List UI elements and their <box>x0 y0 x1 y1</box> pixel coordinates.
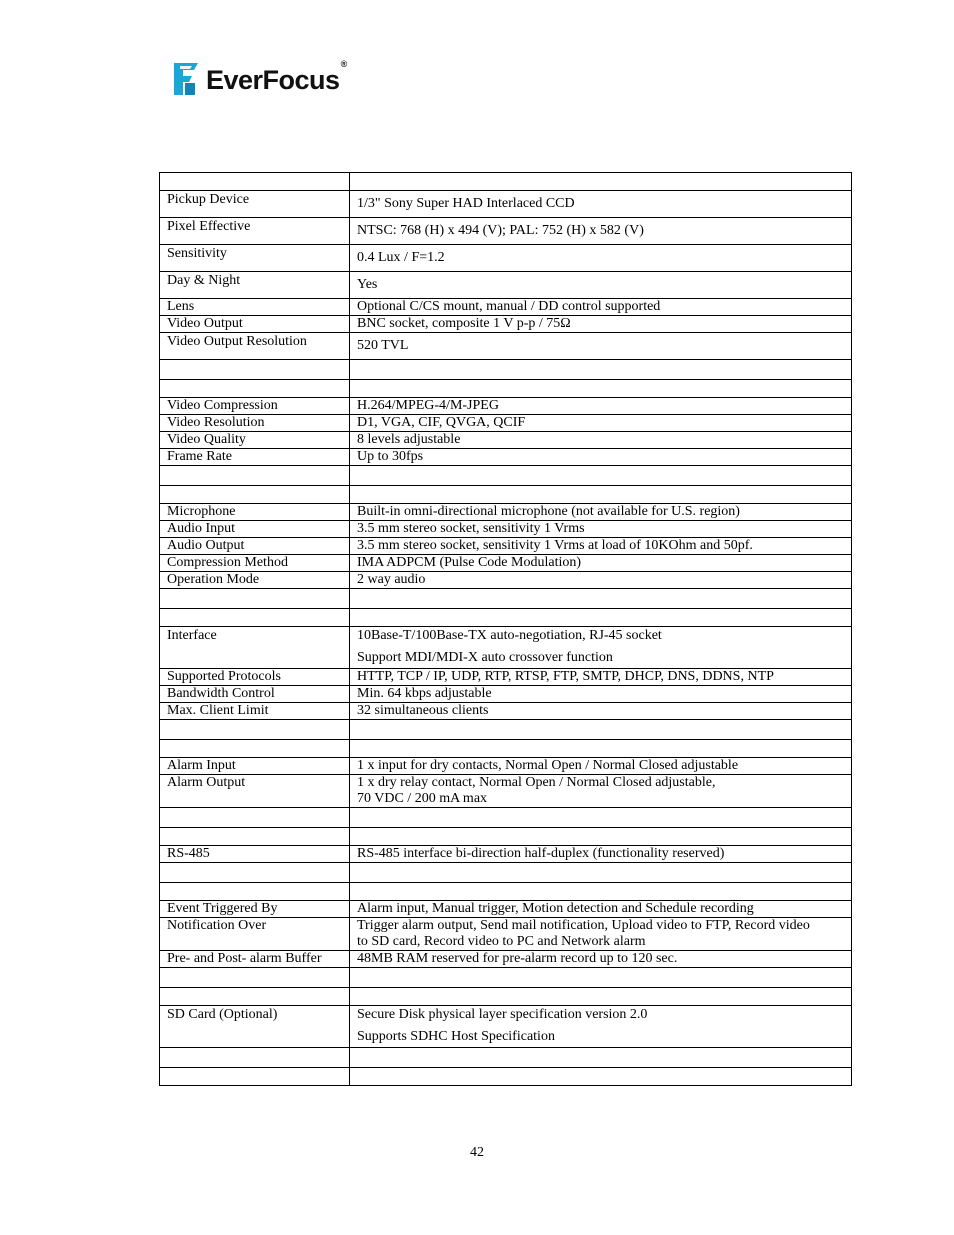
spacer-row <box>160 808 852 828</box>
spec-label: Notification Over <box>160 918 350 951</box>
spec-label: Max. Client Limit <box>160 703 350 720</box>
spec-row <box>160 686 852 703</box>
spec-value-line: 520 TVL <box>357 338 409 353</box>
spec-value <box>350 316 852 333</box>
spec-value <box>350 398 852 415</box>
spacer-cell <box>350 808 852 828</box>
spec-row <box>160 272 852 299</box>
spacer-row <box>160 360 852 380</box>
spec-row <box>160 627 852 669</box>
spacer-row <box>160 466 852 486</box>
section-value <box>350 380 852 398</box>
spec-row <box>160 758 852 775</box>
spec-value <box>350 299 852 316</box>
spacer-cell <box>160 466 350 486</box>
spec-value-line: Support MDI/MDI-X auto crossover function <box>357 650 613 665</box>
spec-value <box>350 572 852 589</box>
spec-label: Video Output Resolution <box>160 333 350 360</box>
spacer-cell <box>350 1048 852 1068</box>
spec-label: Video Output <box>160 316 350 333</box>
section-label <box>160 609 350 627</box>
spec-label: Compression Method <box>160 555 350 572</box>
spec-label: Pre- and Post- alarm Buffer <box>160 951 350 968</box>
spacer-cell <box>350 589 852 609</box>
spec-value <box>350 538 852 555</box>
spec-row <box>160 191 852 218</box>
section-header-row <box>160 609 852 627</box>
spacer-row <box>160 589 852 609</box>
spec-label: Sensitivity <box>160 245 350 272</box>
spacer-cell <box>350 720 852 740</box>
section-label <box>160 1068 350 1086</box>
spec-value <box>350 449 852 466</box>
spec-value-line: to SD card, Record video to PC and Network alarm <box>357 934 646 949</box>
spec-value-line: 1 x input for dry contacts, Normal Open / Normal Closed adjustable <box>357 758 739 773</box>
spec-value-line: H.264/MPEG-4/M-JPEG <box>357 398 499 413</box>
spacer-row <box>160 1048 852 1068</box>
spacer-row <box>160 968 852 988</box>
spec-row <box>160 918 852 951</box>
spec-value <box>350 846 852 863</box>
section-header-row <box>160 173 852 191</box>
spacer-cell <box>160 360 350 380</box>
section-value <box>350 988 852 1006</box>
spec-label: Alarm Input <box>160 758 350 775</box>
spec-label: Lens <box>160 299 350 316</box>
spec-value-line: 3.5 mm stereo socket, sensitivity 1 Vrms <box>357 521 585 536</box>
spec-label: Pixel Effective <box>160 218 350 245</box>
section-header-row <box>160 740 852 758</box>
spacer-cell <box>160 1048 350 1068</box>
spec-value-line: 0.4 Lux / F=1.2 <box>357 250 445 265</box>
spec-label: Frame Rate <box>160 449 350 466</box>
spec-label: Day & Night <box>160 272 350 299</box>
spec-row <box>160 333 852 360</box>
spacer-cell <box>350 360 852 380</box>
spec-row <box>160 449 852 466</box>
spec-value-line: Optional C/CS mount, manual / DD control supported <box>357 299 661 314</box>
section-label <box>160 486 350 504</box>
spec-value-line: RS-485 interface bi-direction half-duplex (functionality reserved) <box>357 846 725 861</box>
spec-value <box>350 758 852 775</box>
spec-value <box>350 218 852 245</box>
spec-value <box>350 333 852 360</box>
spec-value-line: Secure Disk physical layer specification version 2.0 <box>357 1007 648 1022</box>
spec-label: Video Resolution <box>160 415 350 432</box>
spec-value <box>350 703 852 720</box>
spacer-cell <box>350 466 852 486</box>
spec-value <box>350 245 852 272</box>
section-header-row <box>160 1068 852 1086</box>
spec-value <box>350 191 852 218</box>
spec-value-line: 2 way audio <box>357 572 426 587</box>
spec-row <box>160 398 852 415</box>
spec-row <box>160 951 852 968</box>
spec-value-line: 70 VDC / 200 mA max <box>357 791 488 806</box>
section-value <box>350 609 852 627</box>
section-header-row <box>160 883 852 901</box>
spec-value <box>350 686 852 703</box>
section-value <box>350 1068 852 1086</box>
brand-name: EverFocus® <box>206 58 347 95</box>
spec-value-line: Built-in omni-directional microphone (not available for U.S. region) <box>357 504 740 519</box>
spec-label: Interface <box>160 627 350 669</box>
spec-value-line: 8 levels adjustable <box>357 432 461 447</box>
spacer-cell <box>160 720 350 740</box>
spec-value <box>350 918 852 951</box>
page-number: 42 <box>470 1145 484 1160</box>
spec-value-line: Yes <box>357 277 378 292</box>
spec-row <box>160 901 852 918</box>
spec-value-line: 1/3" Sony Super HAD Interlaced CCD <box>357 196 575 211</box>
spec-value <box>350 775 852 808</box>
spec-value <box>350 901 852 918</box>
spacer-cell <box>160 589 350 609</box>
spec-row <box>160 846 852 863</box>
section-header-row <box>160 486 852 504</box>
section-label <box>160 740 350 758</box>
spec-value-line: Alarm input, Manual trigger, Motion detection and Schedule recording <box>357 901 754 916</box>
spec-value <box>350 1006 852 1048</box>
spec-row <box>160 555 852 572</box>
spec-value <box>350 669 852 686</box>
spacer-cell <box>350 863 852 883</box>
section-value <box>350 486 852 504</box>
everfocus-logo <box>170 60 347 98</box>
spec-value-line: D1, VGA, CIF, QVGA, QCIF <box>357 415 526 430</box>
spec-label: RS-485 <box>160 846 350 863</box>
spec-value-line: IMA ADPCM (Pulse Code Modulation) <box>357 555 582 570</box>
spec-value <box>350 555 852 572</box>
spacer-row <box>160 863 852 883</box>
spacer-cell <box>160 968 350 988</box>
spec-label: Supported Protocols <box>160 669 350 686</box>
spec-value-line: Up to 30fps <box>357 449 424 464</box>
section-header-row <box>160 828 852 846</box>
spec-label: Event Triggered By <box>160 901 350 918</box>
section-value <box>350 883 852 901</box>
spec-label: Audio Output <box>160 538 350 555</box>
spec-label: Pickup Device <box>160 191 350 218</box>
section-label <box>160 883 350 901</box>
spec-value-line: 10Base-T/100Base-TX auto-negotiation, RJ-45 socket <box>357 628 662 643</box>
spec-label: Audio Input <box>160 521 350 538</box>
spec-row <box>160 703 852 720</box>
spec-label: Microphone <box>160 504 350 521</box>
section-label <box>160 828 350 846</box>
spec-value-line: 48MB RAM reserved for pre-alarm record up to 120 sec. <box>357 951 678 966</box>
section-value <box>350 740 852 758</box>
spec-label: Video Quality <box>160 432 350 449</box>
spec-label: Bandwidth Control <box>160 686 350 703</box>
spec-row <box>160 316 852 333</box>
spec-value-line: 32 simultaneous clients <box>357 703 489 718</box>
spec-row <box>160 1006 852 1048</box>
spec-label: SD Card (Optional) <box>160 1006 350 1048</box>
section-header-row <box>160 380 852 398</box>
spec-row <box>160 538 852 555</box>
spec-row <box>160 299 852 316</box>
section-value <box>350 173 852 191</box>
spacer-cell <box>160 863 350 883</box>
spacer-cell <box>350 968 852 988</box>
spec-value <box>350 627 852 669</box>
section-label <box>160 173 350 191</box>
spec-row <box>160 218 852 245</box>
spec-value-line: 1 x dry relay contact, Normal Open / Normal Closed adjustable, <box>357 775 716 790</box>
spec-row <box>160 775 852 808</box>
spec-label: Video Compression <box>160 398 350 415</box>
spec-row <box>160 572 852 589</box>
spec-value-line: BNC socket, composite 1 V p-p / 75Ω <box>357 316 571 331</box>
section-label <box>160 380 350 398</box>
section-label <box>160 988 350 1006</box>
spec-value <box>350 521 852 538</box>
spec-value-line: NTSC: 768 (H) x 494 (V); PAL: 752 (H) x 582 (V) <box>357 223 644 238</box>
spec-value-line: Supports SDHC Host Specification <box>357 1029 555 1044</box>
spec-row <box>160 415 852 432</box>
spec-label: Alarm Output <box>160 775 350 808</box>
spec-value <box>350 415 852 432</box>
spec-value-line: Min. 64 kbps adjustable <box>357 686 492 701</box>
spec-row <box>160 669 852 686</box>
everfocus-logo-mark-icon <box>170 61 202 97</box>
spec-value-line: HTTP, TCP / IP, UDP, RTP, RTSP, FTP, SMTP, DHCP, DNS, DDNS, NTP <box>357 669 774 684</box>
spec-value <box>350 432 852 449</box>
spec-row <box>160 432 852 449</box>
spec-row <box>160 504 852 521</box>
spacer-cell <box>160 808 350 828</box>
spec-value-line: 3.5 mm stereo socket, sensitivity 1 Vrms at load of 10KOhm and 50pf. <box>357 538 753 553</box>
specification-table <box>159 172 852 1086</box>
spec-row <box>160 245 852 272</box>
spec-value <box>350 504 852 521</box>
spec-value <box>350 272 852 299</box>
spec-label: Operation Mode <box>160 572 350 589</box>
spacer-row <box>160 720 852 740</box>
spec-value <box>350 951 852 968</box>
spec-value-line: Trigger alarm output, Send mail notification, Upload video to FTP, Record video <box>357 918 810 933</box>
spec-row <box>160 521 852 538</box>
section-value <box>350 828 852 846</box>
section-header-row <box>160 988 852 1006</box>
